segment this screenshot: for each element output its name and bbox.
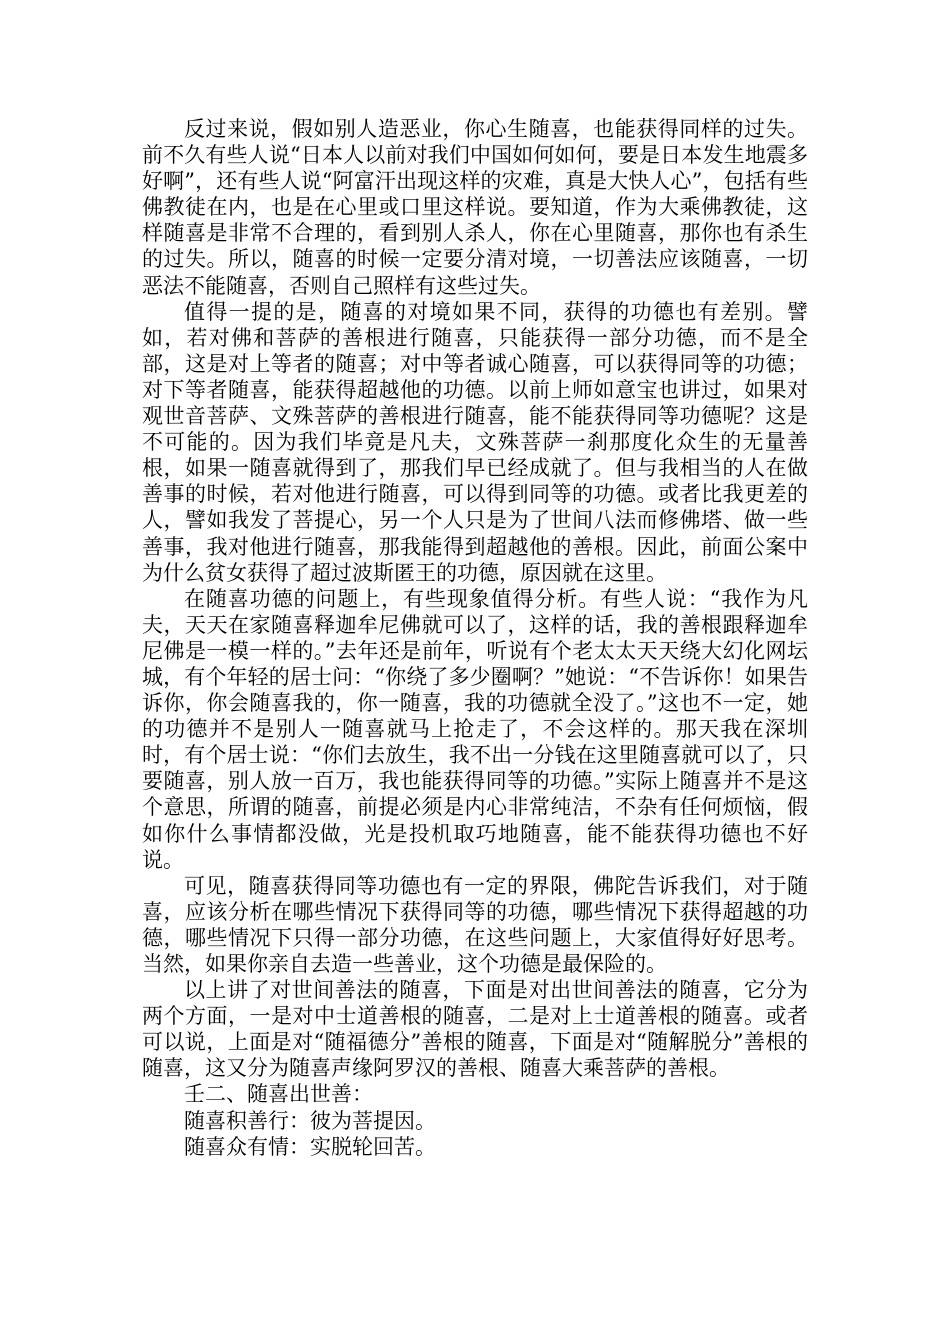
paragraph-1: 反过来说，假如别人造恶业，你心生随喜，也能获得同样的过失。前不久有些人说“日本人以前对我们中国如何如何，要是日本发生地震多好啊”，还有些人说“阿富汗出现这样的灾难，真是大快人心”，包括有些佛教徒在内，也是在心里或口里这样说。要知道，作为大乘佛教徒，这样随喜是非常不合理的，看到别人杀人，你在心里随喜，那你也有杀生的过失。所以，随喜的时候一定要分清对境，一切善法应该随喜，一切恶法不能随喜，否则自己照样有这些过失。	[142, 117, 808, 298]
verse-line-1: 随喜积善行：彼为菩提因。	[184, 1108, 436, 1133]
paragraph-5: 以上讲了对世间善法的随喜，下面是对出世间善法的随喜，它分为两个方面，一是对中士道善根的随喜，二是对上士道善根的随喜。或者可以说，上面是对“随福德分”善根的随喜，下面是对“随解脱分”善根的随喜，这又分为随喜声缘阿罗汉的善根、随喜大乘菩萨的善根。	[142, 978, 808, 1081]
section-heading: 壬二、随喜出世善：	[184, 1082, 373, 1107]
verse-line-2: 随喜众有情：实脱轮回苦。	[184, 1134, 436, 1159]
document-body	[142, 116, 808, 1160]
paragraph-4: 可见，随喜获得同等功德也有一定的界限，佛陀告诉我们，对于随喜，应该分析在哪些情况下获得同等的功德，哪些情况下获得超越的功德，哪些情况下只得一部分功德，在这些问题上，大家值得好好思考。当然，如果你亲自去造一些善业，这个功德是最保险的。	[142, 873, 808, 976]
paragraph-3: 在随喜功德的问题上，有些现象值得分析。有些人说：“我作为凡夫，天天在家随喜释迦牟尼佛就可以了，这样的话，我的善根跟释迦牟尼佛是一模一样的。”去年还是前年，听说有个老太太天天绕大幻化网坛城，有个年轻的居士问：“你绕了多少圈啊？”她说：“不告诉你！如果告诉你，你会随喜我的，你一随喜，我的功德就全没了。”这也不一定，她的功德并不是别人一随喜就马上抢走了，不会这样的。那天我在深圳时，有个居士说：“你们去放生，我不出一分钱在这里随喜就可以了，只要随喜，别人放一百万，我也能获得同等的功德。”实际上随喜并不是这个意思，所谓的随喜，前提必须是内心非常纯洁，不杂有任何烦恼，假如你什么事情都没做，光是投机取巧地随喜，能不能获得功德也不好说。	[142, 586, 808, 872]
paragraph-2: 值得一提的是，随喜的对境如果不同，获得的功德也有差别。譬如，若对佛和菩萨的善根进行随喜，只能获得一部分功德，而不是全部，这是对上等者的随喜；对中等者诚心随喜，可以获得同等的功德；对下等者随喜，能获得超越他的功德。以前上师如意宝也讲过，如果对观世音菩萨、文殊菩萨的善根进行随喜，能不能获得同等功德呢？这是不可能的。因为我们毕竟是凡夫，文殊菩萨一刹那度化众生的无量善根，如果一随喜就得到了，那我们早已经成就了。但与我相当的人在做善事的时候，若对他进行随喜，可以得到同等的功德。或者比我更差的人，譬如我发了菩提心，另一个人只是为了世间八法而修佛塔、做一些善事，我对他进行随喜，那我能得到超越他的善根。因此，前面公案中为什么贫女获得了超过波斯匿王的功德，原因就在这里。	[142, 299, 808, 585]
